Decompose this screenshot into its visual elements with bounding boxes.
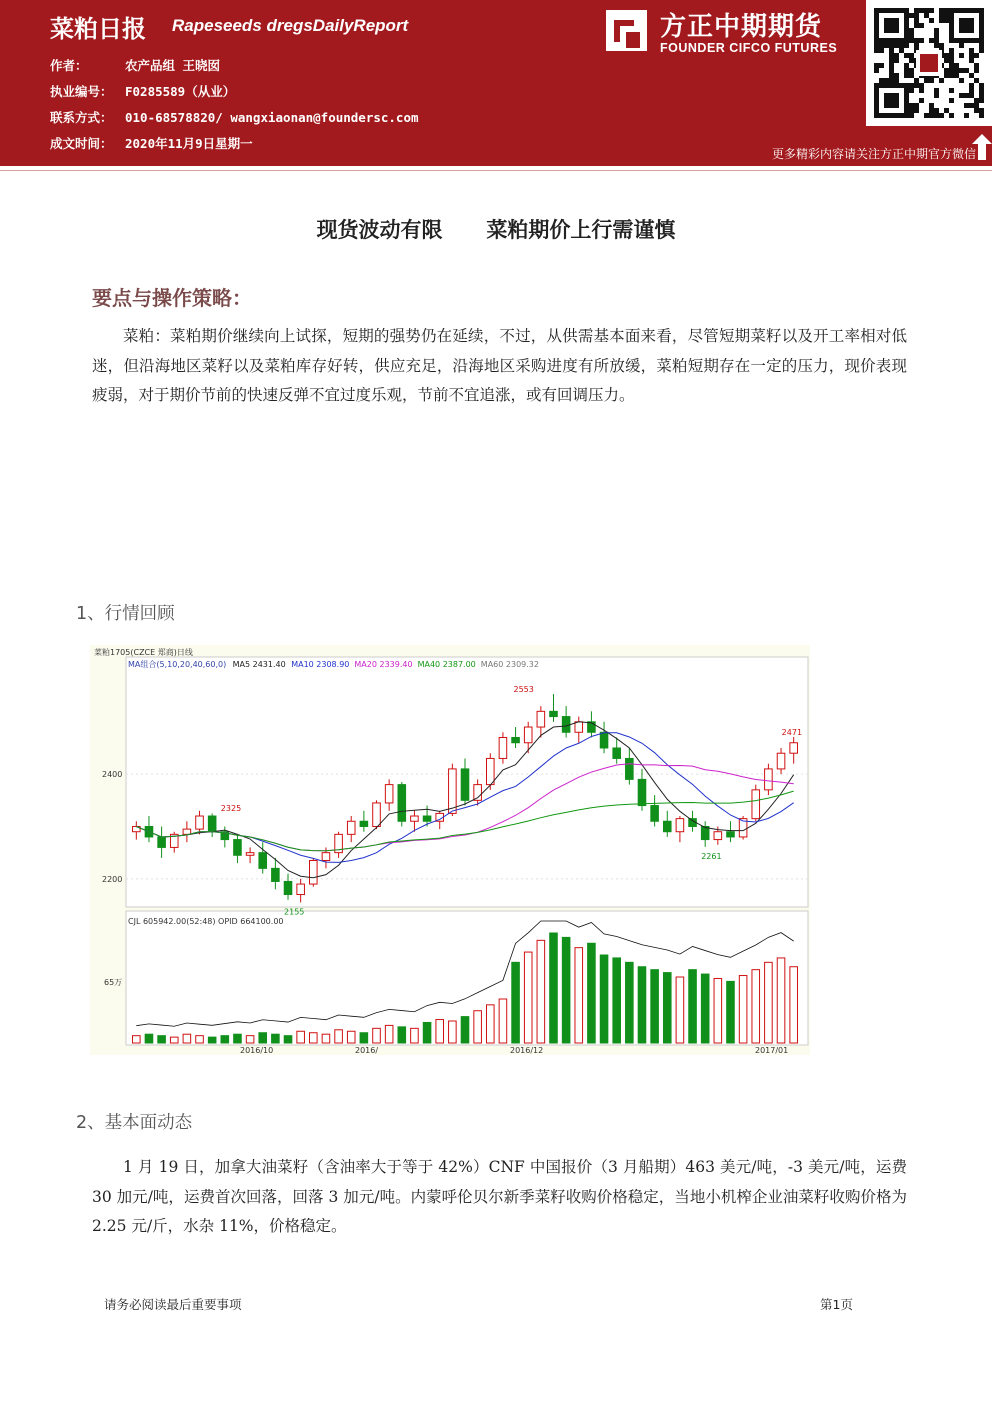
qr-module <box>929 103 934 108</box>
qr-module <box>969 103 974 108</box>
volume-bar <box>790 967 798 1043</box>
candle-body <box>727 832 735 837</box>
date-axis-label: 2016/10 <box>240 1046 274 1055</box>
candle-body <box>524 727 532 743</box>
meta-key: 成文时间： <box>50 136 113 151</box>
meta-key: 作者： <box>50 58 88 73</box>
candle-body <box>714 832 722 840</box>
price-annotation: 2325 <box>220 803 242 813</box>
qr-module <box>919 88 924 93</box>
candle-body <box>310 861 318 885</box>
candle-body <box>626 758 634 779</box>
candle-body <box>651 806 659 822</box>
qr-code-icon[interactable] <box>866 0 992 126</box>
qr-module <box>939 113 944 118</box>
qr-module <box>874 43 879 48</box>
report-subtitle: Rapeseeds dregsDailyReport <box>172 16 409 35</box>
qr-module <box>879 48 884 53</box>
qr-module <box>944 68 949 73</box>
candle-body <box>322 853 330 861</box>
footer-page-number: 第1页 <box>820 1297 853 1312</box>
qr-module <box>979 48 984 53</box>
footer-notice: 请务必阅读最后重要事项 <box>104 1297 242 1312</box>
qr-module <box>909 58 914 63</box>
candle-body <box>347 821 355 834</box>
ma-legend-label: MA20 2339.40 <box>354 660 413 669</box>
qr-module <box>919 38 924 43</box>
candle-body <box>765 769 773 790</box>
volume-bar <box>133 1036 141 1043</box>
qr-module <box>894 43 899 48</box>
qr-module <box>949 53 954 58</box>
qr-module <box>874 48 879 53</box>
candle-body <box>246 853 254 856</box>
volume-bar <box>398 1027 406 1043</box>
qr-module <box>954 68 959 73</box>
volume-tick-label: 65万 <box>104 978 123 987</box>
qr-module <box>904 63 909 68</box>
header-divider <box>0 163 992 166</box>
qr-module <box>889 48 894 53</box>
candle-body <box>272 868 280 881</box>
meta-value: 010-68578820/ wangxiaonan@foundersc.com <box>125 110 419 125</box>
qr-module <box>894 78 899 83</box>
qr-module <box>909 33 914 38</box>
candle-body <box>411 816 419 821</box>
volume-bar <box>234 1034 242 1043</box>
qr-module <box>879 63 884 68</box>
qr-module <box>874 68 879 73</box>
qr-module <box>979 113 984 118</box>
qr-module <box>934 108 939 113</box>
qr-module <box>904 53 909 58</box>
volume-bar <box>663 973 671 1043</box>
qr-module <box>909 68 914 73</box>
candle-body <box>373 803 381 827</box>
qr-module <box>939 8 944 13</box>
volume-bar <box>423 1022 431 1043</box>
qr-module <box>874 63 879 68</box>
qr-module <box>939 13 944 18</box>
price-annotation: 2155 <box>284 907 305 917</box>
candle-body <box>613 748 621 758</box>
qr-module <box>894 53 899 58</box>
qr-module <box>909 13 914 18</box>
qr-module <box>979 98 984 103</box>
qr-module <box>944 73 949 78</box>
qr-module <box>969 83 974 88</box>
volume-bar <box>461 1017 469 1043</box>
candle-body <box>360 821 368 826</box>
qr-module <box>949 63 954 68</box>
price-tick-label: 2400 <box>102 770 123 780</box>
volume-bar <box>158 1036 166 1043</box>
meta-author <box>50 56 220 74</box>
qr-module <box>919 83 924 88</box>
document-title: 现货波动有限 菜粕期价上行需谨慎 <box>316 218 676 242</box>
qr-module <box>909 108 914 113</box>
qr-module <box>964 93 969 98</box>
qr-module <box>894 58 899 63</box>
strategy-heading: 要点与操作策略： <box>92 286 252 310</box>
price-tick-label: 2200 <box>102 874 123 884</box>
volume-bar <box>474 1011 482 1043</box>
volume-legend-label: CJL 605942.00(52:48) OPID 664100.00 <box>128 917 284 926</box>
candle-body <box>499 738 507 759</box>
qr-module <box>909 73 914 78</box>
qr-module <box>939 18 944 23</box>
price-annotation: 2261 <box>701 851 722 861</box>
volume-bar <box>170 1037 178 1043</box>
volume-bar <box>221 1036 229 1043</box>
volume-bar <box>347 1031 355 1043</box>
qr-module <box>889 53 894 58</box>
qr-module <box>949 68 954 73</box>
qr-module <box>929 108 934 113</box>
meta-key: 执业编号： <box>50 84 113 99</box>
qr-module <box>974 53 979 58</box>
qr-module <box>969 88 974 93</box>
qr-module <box>884 78 889 83</box>
qr-module <box>944 18 949 23</box>
date-axis-label: 2017/01 <box>755 1046 789 1055</box>
up-arrow-icon <box>972 134 992 160</box>
qr-module <box>959 68 964 73</box>
volume-bar <box>689 970 697 1043</box>
volume-bar <box>600 955 608 1043</box>
volume-bar <box>588 943 596 1043</box>
qr-module <box>959 93 964 98</box>
qr-module <box>884 43 889 48</box>
ma-legend-label: MA40 2387.00 <box>417 660 476 669</box>
qr-module <box>959 43 964 48</box>
volume-bar <box>436 1020 444 1043</box>
candle-body <box>196 816 204 829</box>
volume-bar <box>145 1034 153 1043</box>
founder-logo-icon <box>604 8 649 53</box>
qr-module <box>969 53 974 58</box>
candle-body <box>550 711 558 716</box>
candle-body <box>663 821 671 831</box>
volume-bar <box>550 933 558 1043</box>
report-title: 菜粕日报 <box>50 15 146 43</box>
qr-module <box>959 53 964 58</box>
volume-bar <box>196 1036 204 1043</box>
volume-bar <box>524 952 532 1043</box>
qr-module <box>904 68 909 73</box>
volume-bar <box>613 958 621 1043</box>
qr-module <box>909 38 914 43</box>
qr-module <box>954 63 959 68</box>
qr-module <box>969 93 974 98</box>
candle-body <box>398 785 406 822</box>
candle-body <box>638 779 646 805</box>
qr-module <box>889 78 894 83</box>
qr-module <box>899 48 904 53</box>
candle-body <box>461 769 469 800</box>
candle-body <box>297 884 305 894</box>
qr-module <box>929 18 934 23</box>
volume-bar <box>360 1033 368 1043</box>
qr-module <box>969 73 974 78</box>
qr-module <box>974 68 979 73</box>
candle-body <box>562 717 570 733</box>
qr-module <box>949 48 954 53</box>
candle-body <box>234 840 242 856</box>
qr-module <box>909 103 914 108</box>
fundamentals-paragraph: 1 月 19 日，加拿大油菜籽（含油率大于等于 42%）CNF 中国报价（3 月船期）463 美元/吨，-3 美元/吨，运费 30 加元/吨，运费首次回落，回落 3 加元/吨。内蒙呼伦贝尔新季菜籽收购价格稳定，当地小机榨企业油菜籽收购价格为 2.25 元/斤，水杂 11%，价格稳定。 <box>92 1158 907 1235</box>
qr-module <box>889 58 894 63</box>
qr-module <box>879 78 884 83</box>
candle-body <box>259 853 267 869</box>
qr-module <box>919 8 924 13</box>
qr-module <box>979 83 984 88</box>
qr-module <box>924 113 929 118</box>
qr-module <box>914 38 919 43</box>
logo-text-en: FOUNDER CIFCO FUTURES <box>660 41 838 55</box>
candle-body <box>676 819 684 832</box>
qr-module <box>889 43 894 48</box>
qr-module <box>949 113 954 118</box>
logo-text-cn: 方正中期期货 <box>660 12 823 42</box>
volume-bar <box>411 1028 419 1043</box>
volume-bar <box>626 962 634 1043</box>
volume-bar <box>512 962 520 1043</box>
qr-module <box>929 38 934 43</box>
qr-module <box>929 78 934 83</box>
section-fundamentals: 2、基本面动态 <box>76 1113 193 1133</box>
candle-body <box>537 711 545 727</box>
qr-module <box>974 108 979 113</box>
qr-module <box>959 78 964 83</box>
qr-module <box>934 43 939 48</box>
volume-bar <box>752 970 760 1043</box>
qr-module <box>979 108 984 113</box>
qr-module <box>979 88 984 93</box>
qr-module <box>939 43 944 48</box>
qr-module <box>979 93 984 98</box>
volume-bar <box>272 1034 280 1043</box>
strategy-paragraph: 菜粕：菜粕期价继续向上试探，短期的强势仍在延续，不过，从供需基本面来看，尽管短期菜籽以及开工率相对低迷，但沿海地区菜籽以及菜粕库存好转，供应充足，沿海地区采购进度有所放缓，菜粕短期存在一定的压力，现价表现疲弱，对于期价节前的快速反弹不宜过度乐观，节前不宜追涨，或有回调压力。 <box>92 327 907 404</box>
candle-body <box>208 816 216 832</box>
qr-module <box>889 63 894 68</box>
qr-module <box>914 13 919 18</box>
qr-module <box>949 88 954 93</box>
qr-module <box>914 8 919 13</box>
qr-module <box>944 108 949 113</box>
volume-bar <box>297 1031 305 1043</box>
volume-bar <box>638 967 646 1043</box>
qr-module <box>909 53 914 58</box>
ma-legend-label: MA10 2308.90 <box>291 660 350 669</box>
volume-bar <box>777 958 785 1043</box>
volume-bar <box>714 978 722 1043</box>
volume-bar <box>322 1034 330 1043</box>
volume-bar <box>486 1005 494 1043</box>
qr-module <box>899 43 904 48</box>
qr-module <box>949 58 954 63</box>
qr-module <box>949 73 954 78</box>
meta-value: F0285589（从业） <box>125 84 236 99</box>
meta-value: 农产品组 王晓囡 <box>125 58 221 73</box>
qr-module <box>924 8 929 13</box>
rapeseed-meal-kline-chart <box>90 645 810 1055</box>
qr-module <box>974 98 979 103</box>
qr-module <box>934 38 939 43</box>
candle-body <box>512 738 520 743</box>
volume-bar <box>373 1028 381 1043</box>
qr-module <box>964 103 969 108</box>
qr-module <box>924 13 929 18</box>
qr-module <box>944 53 949 58</box>
header-divider-thin <box>0 170 992 171</box>
volume-bar <box>335 1030 343 1043</box>
candle-body <box>449 769 457 813</box>
price-annotation: 2553 <box>513 685 534 695</box>
section-market-review: 1、行情回顾 <box>76 604 175 624</box>
candle-body <box>423 816 431 821</box>
meta-contact <box>50 108 419 126</box>
follow-text: 更多精彩内容请关注方正中期官方微信 <box>771 147 976 161</box>
date-axis-label: 2016/12 <box>510 1046 544 1055</box>
qr-module <box>929 113 934 118</box>
qr-module <box>969 48 974 53</box>
meta-value: 2020年11月9日星期一 <box>125 136 253 151</box>
qr-module <box>919 23 924 28</box>
volume-bar <box>449 1021 457 1043</box>
qr-module <box>919 98 924 103</box>
qr-module <box>889 73 894 78</box>
qr-module <box>889 68 894 73</box>
candle-body <box>385 785 393 803</box>
ma-legend-label: MA60 2309.32 <box>480 660 539 669</box>
qr-module <box>969 58 974 63</box>
qr-module <box>934 93 939 98</box>
candle-body <box>158 837 166 847</box>
qr-module <box>904 43 909 48</box>
volume-bar <box>310 1033 318 1043</box>
qr-module <box>974 78 979 83</box>
volume-bar <box>765 962 773 1043</box>
candle-body <box>284 881 292 894</box>
volume-bar <box>739 976 747 1043</box>
qr-module <box>914 18 919 23</box>
qr-module <box>924 78 929 83</box>
qr-module <box>979 43 984 48</box>
qr-module <box>909 88 914 93</box>
chart-title: 菜粕1705(CZCE 郑商)日线 <box>94 648 193 657</box>
qr-module <box>934 88 939 93</box>
qr-module <box>909 113 914 118</box>
volume-bar <box>651 970 659 1043</box>
qr-module <box>914 23 919 28</box>
qr-module <box>934 113 939 118</box>
candle-body <box>183 829 191 834</box>
date-axis-label: 2016/ <box>355 1046 379 1055</box>
report-header <box>0 0 992 163</box>
volume-bar <box>385 1025 393 1043</box>
qr-module <box>974 63 979 68</box>
qr-module <box>974 103 979 108</box>
volume-bar <box>183 1034 191 1043</box>
candle-body <box>752 790 760 819</box>
qr-module <box>949 98 954 103</box>
qr-module <box>934 28 939 33</box>
ma-legend-label: MA5 2431.40 <box>232 660 286 669</box>
volume-bar <box>259 1033 267 1043</box>
qr-module <box>929 8 934 13</box>
meta-date <box>50 134 253 152</box>
candle-body <box>600 732 608 748</box>
qr-module <box>964 68 969 73</box>
volume-bar <box>537 940 545 1043</box>
qr-module <box>944 8 949 13</box>
qr-module <box>914 83 919 88</box>
candle-body <box>777 753 785 769</box>
volume-bar <box>246 1036 254 1043</box>
qr-module <box>904 73 909 78</box>
price-annotation: 2471 <box>781 727 803 737</box>
candle-body <box>486 758 494 784</box>
qr-module <box>879 43 884 48</box>
volume-bar <box>562 937 570 1043</box>
qr-module <box>914 43 919 48</box>
volume-bar <box>676 977 684 1043</box>
qr-module <box>914 78 919 83</box>
qr-module <box>954 73 959 78</box>
qr-module <box>939 78 944 83</box>
qr-module <box>914 103 919 108</box>
volume-bar <box>727 981 735 1043</box>
qr-module <box>894 73 899 78</box>
volume-bar <box>284 1036 292 1043</box>
qr-module <box>944 58 949 63</box>
candle-body <box>790 743 798 753</box>
qr-module <box>909 28 914 33</box>
qr-module <box>914 108 919 113</box>
volume-bar <box>575 948 583 1043</box>
volume-bar <box>499 999 507 1043</box>
qr-module <box>964 113 969 118</box>
meta-license <box>50 82 235 100</box>
qr-module <box>909 83 914 88</box>
volume-bar <box>701 974 709 1043</box>
qr-module <box>944 13 949 18</box>
volume-bar <box>208 1037 216 1043</box>
candle-body <box>575 722 583 732</box>
meta-key: 联系方式： <box>50 110 113 125</box>
ma-legend-label: MA组合(5,10,20,40,60,0) <box>128 660 227 669</box>
qr-module <box>934 33 939 38</box>
